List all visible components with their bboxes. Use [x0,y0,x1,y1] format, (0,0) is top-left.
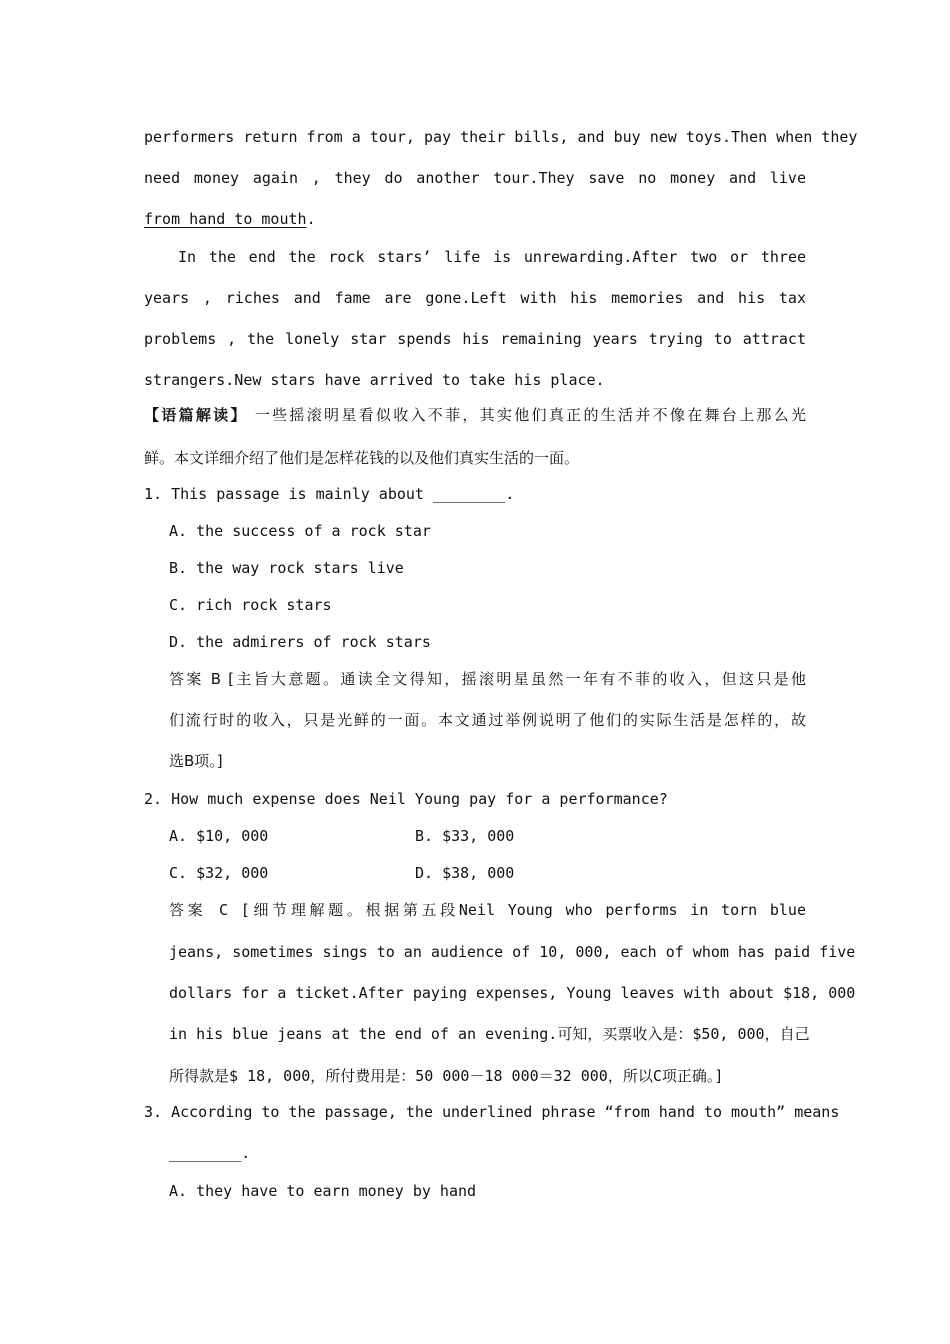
analysis-label: 【语篇解读】 [144,406,248,424]
q1-stem: 1. This passage is mainly about ________. [144,485,515,503]
analysis-line1 [144,405,806,425]
passage-p1-line1: performers return from a tour, pay their bills, and buy new toys.Then when they [144,128,858,146]
q2-option-c: C. $32, 000 [169,864,269,882]
q1-answer-line1: 答案 B [主旨大意题。通读全文得知，摇滚明星虽然一年有不菲的收入，但这只是他 [169,670,806,688]
q2-answer-line3: dollars for a ticket.After paying expenses, Young leaves with about $18, 000 [169,984,856,1002]
passage-p2-line4: strangers.New stars have arrived to take his place. [144,371,605,389]
q3-blank: ________. [169,1144,251,1162]
q2-answer-line4: in his blue jeans at the end of an evening.可知，买票收入是：$50, 000，自己 [169,1025,810,1043]
analysis-text1: 一些摇滚明星看似收入不菲，其实他们真正的生活并不像在舞台上那么光 [254,406,806,424]
q3-stem: 3. According to the passage, the underlined phrase “from hand to mouth” means [144,1103,840,1121]
q2-answer-line1: 答案 C [细节理解题。根据第五段Neil Young who performs in torn blue [169,901,806,919]
q2-option-a: A. $10, 000 [169,827,269,845]
q2-option-d: D. $38, 000 [415,864,515,882]
q1-answer-line3: 选B项。] [169,752,223,770]
underlined-phrase: from hand to mouth [144,210,307,228]
q1-option-d: D. the admirers of rock stars [169,633,431,651]
q1-option-b: B. the way rock stars live [169,559,404,577]
passage-p1-line3 [144,209,806,229]
analysis-line2: 鲜。本文详细介绍了他们是怎样花钱的以及他们真实生活的一面。 [144,449,580,467]
passage-p2-line1: In the end the rock stars’ life is unrewarding.After two or three [178,248,806,266]
q3-option-a: A. they have to earn money by hand [169,1182,477,1200]
passage-p1-line3-end: . [306,210,316,228]
q2-answer-line5: 所得款是$ 18, 000，所付费用是：50 000－18 000＝32 000，所以C项正确。] [169,1067,724,1085]
q1-option-c: C. rich rock stars [169,596,332,614]
passage-p1-line2: need money again , they do another tour.They save no money and live [144,169,806,187]
q2-stem: 2. How much expense does Neil Young pay for a performance? [144,790,668,808]
q2-option-b: B. $33, 000 [415,827,515,845]
q2-answer-line2: jeans, sometimes sings to an audience of 10, 000, each of whom has paid five [169,943,856,961]
passage-p2-line2: years , riches and fame are gone.Left with his memories and his tax [144,289,806,307]
q1-option-a: A. the success of a rock star [169,522,431,540]
passage-p2-line3: problems , the lonely star spends his remaining years trying to attract [144,330,806,348]
q1-answer-line2: 们流行时的收入，只是光鲜的一面。本文通过举例说明了他们的实际生活是怎样的，故 [169,711,806,729]
